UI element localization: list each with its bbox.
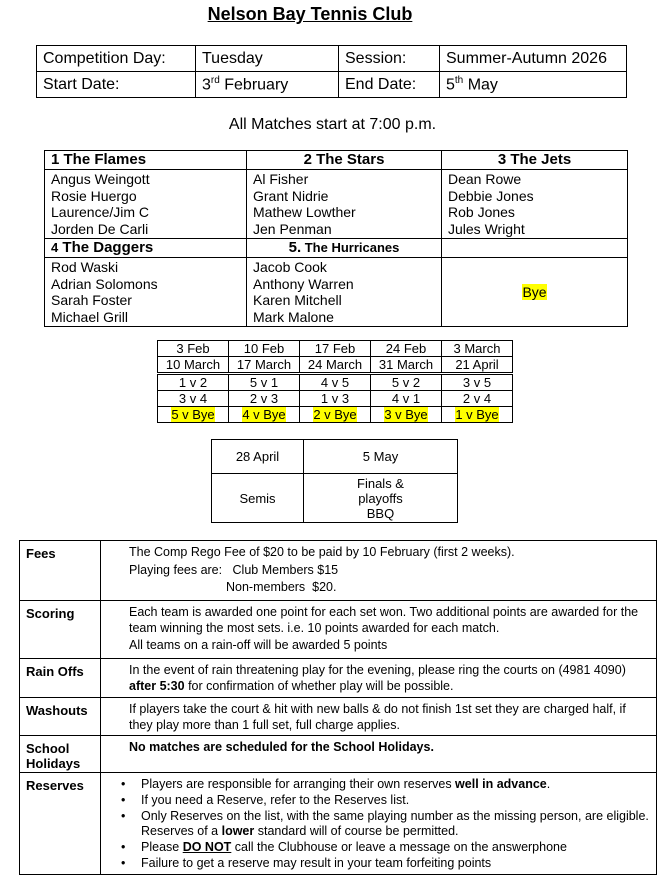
team-header-5: 5. The Hurricanes	[247, 239, 442, 258]
match-fixture: 3 v 4	[158, 391, 229, 407]
team-1-players	[45, 170, 247, 239]
player-name: Anthony Warren	[253, 275, 354, 292]
bye-fixture: 4 v Bye	[229, 407, 300, 423]
bye-fixture: 2 v Bye	[300, 407, 371, 423]
player-name: Rod Waski	[51, 259, 119, 275]
player-name: Dean Rowe	[448, 171, 522, 187]
washouts-label: Washouts	[20, 698, 101, 736]
bye-cell	[442, 258, 628, 327]
team-3-players	[442, 170, 628, 239]
round-date: 17 March	[229, 357, 300, 374]
player-name: Debbie Jones	[448, 187, 534, 204]
fees-text: The Comp Rego Fee of $20 to be paid by 10 February (first 2 weeks). Playing fees are: Club Members $15 Non-members $20.	[101, 541, 657, 601]
reserves-bullet: • Please DO NOT call the Clubhouse or leave a message on the answerphone	[129, 840, 650, 856]
player-name: Rosie Huergo	[51, 187, 137, 204]
empty-header-cell	[442, 239, 628, 258]
team-4-players	[45, 258, 247, 327]
match-fixture: 3 v 5	[442, 374, 513, 391]
match-fixture: 2 v 4	[442, 391, 513, 407]
player-name: Jorden De Carli	[51, 220, 149, 237]
round-date: 21 April	[442, 357, 513, 374]
school-holidays-text: No matches are scheduled for the School Holidays.	[101, 736, 657, 773]
player-name: Michael Grill	[51, 308, 129, 325]
competition-day-value: Tuesday	[196, 46, 339, 72]
player-name: Jules Wright	[448, 220, 525, 237]
reserves-bullet: • Failure to get a reserve may result in your team forfeiting points	[129, 856, 650, 872]
player-name: Mark Malone	[253, 308, 334, 325]
session-label: Session:	[339, 46, 440, 72]
match-fixture: 1 v 2	[158, 374, 229, 391]
rules-table	[19, 540, 657, 875]
player-name: Sarah Foster	[51, 292, 132, 308]
finals-table	[211, 439, 458, 523]
bye-fixture: 5 v Bye	[158, 407, 229, 423]
player-name: Adrian Solomons	[51, 275, 158, 292]
start-date-label: Start Date:	[37, 72, 196, 98]
end-date-label: End Date:	[339, 72, 440, 98]
reserves-label: Reserves	[20, 773, 101, 875]
round-date: 3 Feb	[158, 341, 229, 357]
player-name: Angus Weingott	[51, 171, 150, 187]
match-fixture: 4 v 5	[300, 374, 371, 391]
player-name: Grant Nidrie	[253, 187, 329, 204]
washouts-text: If players take the court & hit with new balls & do not finish 1st set they are charged half, if they play more than 1 full set, full charge applies.	[101, 698, 657, 736]
round-date: 24 Feb	[371, 341, 442, 357]
player-name: Jacob Cook	[253, 259, 327, 275]
reserves-bullet: • Players are responsible for arranging their own reserves well in advance.	[129, 777, 650, 793]
match-fixture: 5 v 2	[371, 374, 442, 391]
player-name: Jen Penman	[253, 220, 332, 237]
player-name: Rob Jones	[448, 204, 515, 220]
bye-fixture: 3 v Bye	[371, 407, 442, 423]
match-fixture: 4 v 1	[371, 391, 442, 407]
reserves-bullet: • Only Reserves on the list, with the same playing number as the missing person, are eligible. Reserves of a lower standard will of course be permitted.	[129, 809, 650, 841]
round-date: 24 March	[300, 357, 371, 374]
semis-date: 28 April	[212, 440, 304, 474]
schedule-table	[157, 340, 513, 423]
match-fixture: 2 v 3	[229, 391, 300, 407]
reserves-list	[109, 777, 650, 872]
page-title: Nelson Bay Tennis Club	[207, 4, 413, 24]
team-header-2: 2 The Stars	[247, 151, 442, 170]
fees-label: Fees	[20, 541, 101, 601]
teams-table	[44, 150, 628, 327]
competition-day-label: Competition Day:	[37, 46, 196, 72]
match-fixture: 1 v 3	[300, 391, 371, 407]
reserves-text	[101, 773, 657, 875]
session-value: Summer-Autumn 2026	[440, 46, 627, 72]
finals-label: Finals & playoffs BBQ	[304, 474, 458, 523]
semis-label: Semis	[212, 474, 304, 523]
team-header-4: 4 The Daggers	[45, 239, 247, 258]
player-name: Al Fisher	[253, 171, 309, 187]
team-header-1: 1 The Flames	[45, 151, 247, 170]
rain-offs-label: Rain Offs	[20, 659, 101, 698]
finals-date: 5 May	[304, 440, 458, 474]
start-date-value: 3rd February	[196, 72, 339, 98]
team-5-players	[247, 258, 442, 327]
scoring-text: Each team is awarded one point for each set won. Two additional points are awarded for the team winning the most sets. i.e. 10 points awarded for each match. All teams on a rain-off will be awarded 5 points	[101, 601, 657, 659]
match-fixture: 5 v 1	[229, 374, 300, 391]
player-name: Laurence/Jim C	[51, 204, 150, 220]
team-2-players	[247, 170, 442, 239]
reserves-bullet: • If you need a Reserve, refer to the Reserves list.	[129, 793, 650, 809]
bye-fixture: 1 v Bye	[442, 407, 513, 423]
team-header-3: 3 The Jets	[442, 151, 628, 170]
player-name: Mathew Lowther	[253, 204, 356, 220]
scoring-label: Scoring	[20, 601, 101, 659]
round-date: 17 Feb	[300, 341, 371, 357]
bye-label: Bye	[522, 284, 547, 300]
round-date: 31 March	[371, 357, 442, 374]
round-date: 10 Feb	[229, 341, 300, 357]
rain-offs-text: In the event of rain threatening play for the evening, please ring the courts on (4981 4090) after 5:30 for confirmation of whether play will be possible.	[101, 659, 657, 698]
start-time-note: All Matches start at 7:00 p.m.	[228, 116, 437, 133]
school-holidays-label: School Holidays	[20, 736, 101, 773]
round-date: 10 March	[158, 357, 229, 374]
round-date: 3 March	[442, 341, 513, 357]
end-date-value: 5th May	[440, 72, 627, 98]
competition-info-table	[36, 45, 627, 98]
player-name: Karen Mitchell	[253, 292, 342, 308]
